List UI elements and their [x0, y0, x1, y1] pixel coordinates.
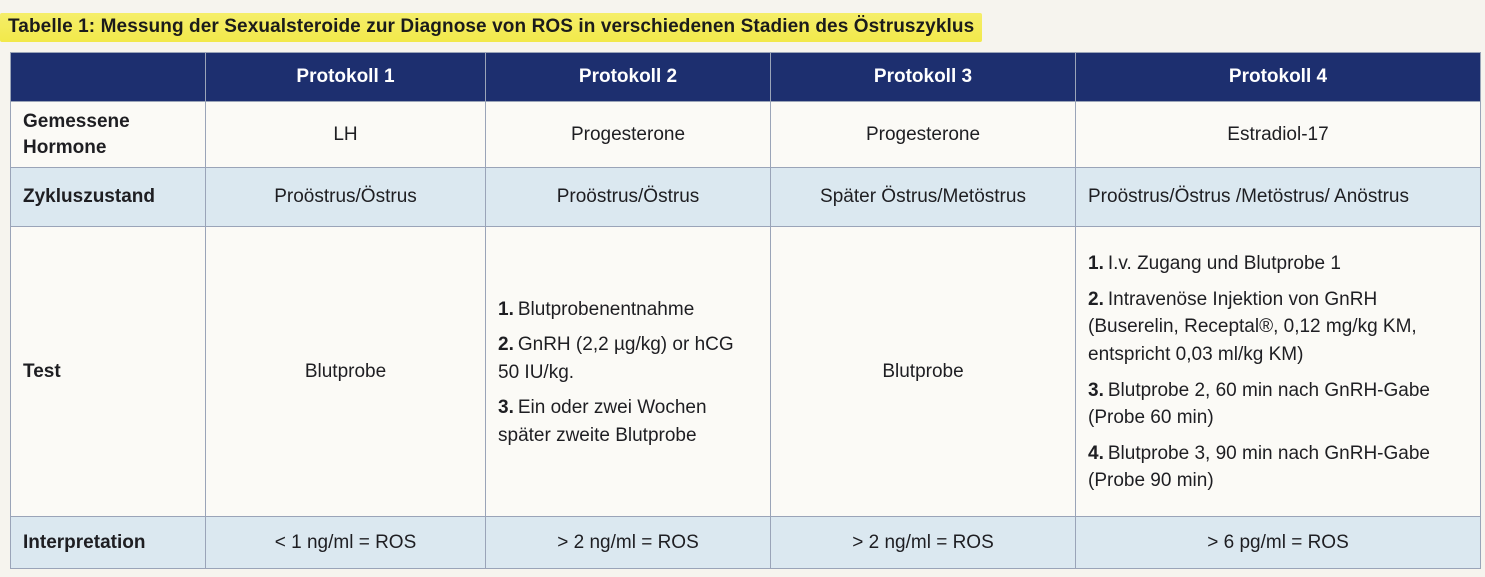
cell-hormone-p2: Progesterone: [486, 102, 771, 168]
step-number: 4.: [1088, 442, 1104, 464]
cell-test-p3: Blutprobe: [771, 227, 1076, 517]
cell-hormone-p4: Estradiol-17: [1076, 102, 1481, 168]
step-number: 2.: [1088, 288, 1104, 310]
table-caption: Tabelle 1: Messung der Sexualsteroide zur Diagnose von ROS in verschiedenen Stadien des Östruszyklus: [0, 13, 982, 42]
test-p2-step-2: [498, 331, 758, 386]
row-cycle: [11, 168, 1481, 227]
cell-test-p1: Blutprobe: [206, 227, 486, 517]
cell-test-p2: [486, 227, 771, 517]
step-text: Blutprobe 2, 60 min nach GnRH-Gabe (Probe 60 min): [1088, 379, 1430, 429]
cell-interpretation-p1: < 1 ng/ml = ROS: [206, 517, 486, 569]
test-p2-step-1: [498, 296, 758, 324]
test-p4-step-2: [1088, 286, 1468, 369]
step-text: Intravenöse Injektion von GnRH (Buserelin, Receptal®, 0,12 mg/kg KM, entspricht 0,03 ml/kg KM): [1088, 288, 1417, 365]
header-corner: [11, 53, 206, 102]
cell-cycle-p2: Proöstrus/Östrus: [486, 168, 771, 227]
row-label-interpretation: Interpretation: [11, 517, 206, 569]
step-text: Ein oder zwei Wochen später zweite Blutprobe: [498, 397, 707, 446]
cell-cycle-p4: Proöstrus/Östrus /Metöstrus/ Anöstrus: [1076, 168, 1481, 227]
header-protokoll-2: Protokoll 2: [486, 53, 771, 102]
row-label-hormones: Gemessene Hormone: [11, 102, 206, 168]
step-text: Blutprobenentnahme: [517, 298, 695, 320]
cell-interpretation-p3: > 2 ng/ml = ROS: [771, 517, 1076, 569]
step-number: 2.: [498, 334, 514, 356]
header-protokoll-1: Protokoll 1: [206, 53, 486, 102]
header-row: [11, 53, 1481, 102]
test-p4-step-4: [1088, 440, 1468, 495]
cell-cycle-p3: Später Östrus/Metöstrus: [771, 168, 1076, 227]
step-text: I.v. Zugang und Blutprobe 1: [1107, 253, 1341, 275]
cell-hormone-p3: Progesterone: [771, 102, 1076, 168]
row-interpretation: [11, 517, 1481, 569]
caption-container: [0, 10, 982, 44]
step-number: 1.: [1088, 253, 1104, 275]
test-p2-step-3: [498, 394, 758, 449]
cell-test-p4: [1076, 227, 1481, 517]
row-label-test: Test: [11, 227, 206, 517]
cell-interpretation-p4: > 6 pg/ml = ROS: [1076, 517, 1481, 569]
cell-hormone-p1: LH: [206, 102, 486, 168]
protocol-table: [10, 52, 1481, 569]
cell-interpretation-p2: > 2 ng/ml = ROS: [486, 517, 771, 569]
step-text: GnRH (2,2 µg/kg) or hCG 50 IU/kg.: [498, 334, 734, 383]
step-number: 3.: [498, 397, 514, 419]
cell-cycle-p1: Proöstrus/Östrus: [206, 168, 486, 227]
header-protokoll-3: Protokoll 3: [771, 53, 1076, 102]
step-text: Blutprobe 3, 90 min nach GnRH-Gabe (Probe 90 min): [1088, 442, 1430, 492]
row-label-cycle: Zykluszustand: [11, 168, 206, 227]
row-test: [11, 227, 1481, 517]
test-p4-step-3: [1088, 377, 1468, 432]
test-p4-step-1: [1088, 250, 1468, 278]
step-number: 3.: [1088, 379, 1104, 401]
step-number: 1.: [498, 298, 514, 320]
header-protokoll-4: Protokoll 4: [1076, 53, 1481, 102]
row-hormones: [11, 102, 1481, 168]
